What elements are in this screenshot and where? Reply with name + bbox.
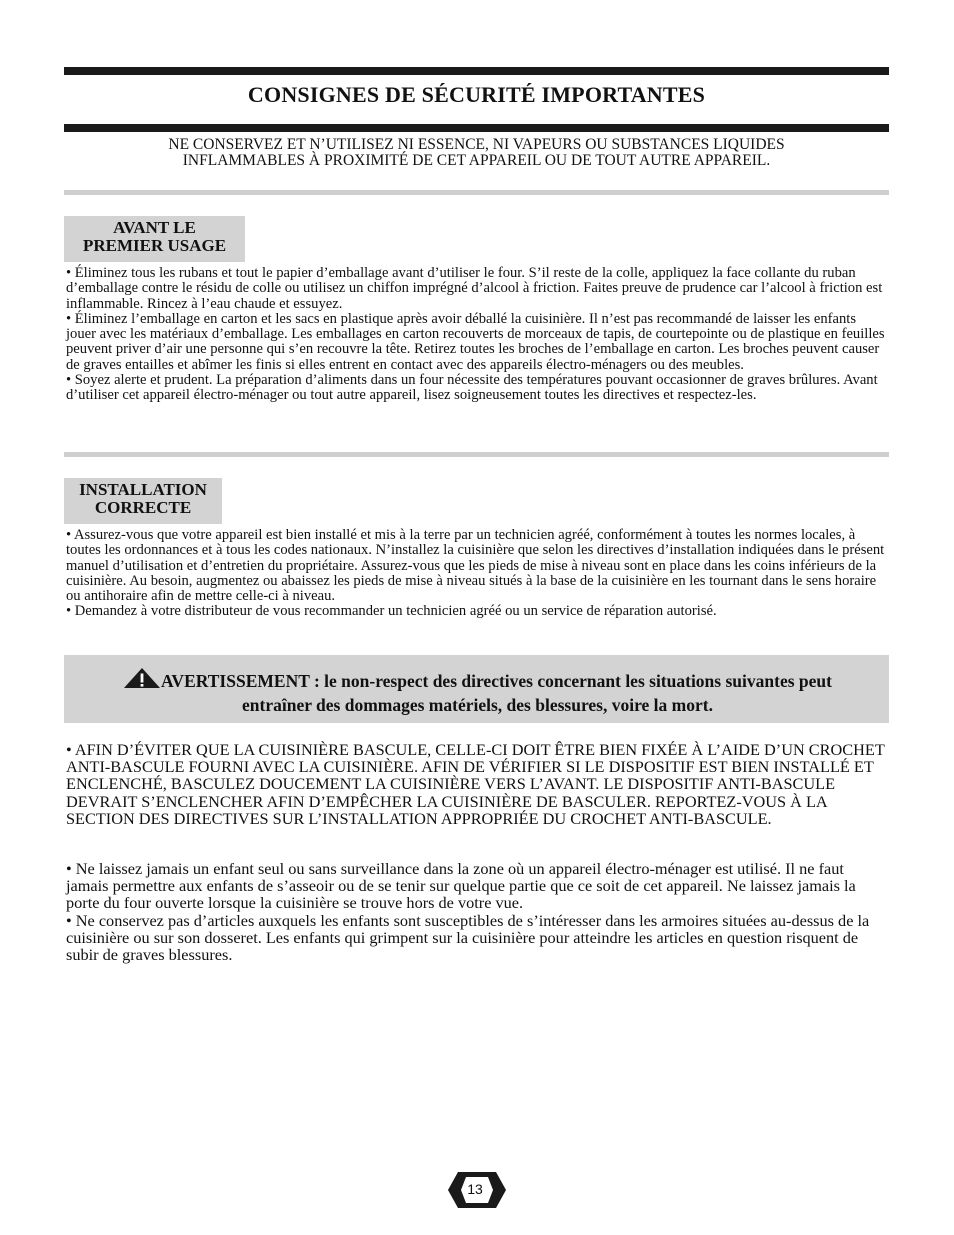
- section-label-line1: AVANT LE: [113, 218, 196, 237]
- warning-line1: AVERTISSEMENT : le non-respect des directives concernant les situations suivantes peut: [161, 671, 832, 691]
- section-label-installation-correcte: [64, 478, 222, 524]
- flammable-notice-line2: INFLAMMABLES À PROXIMITÉ DE CET APPAREIL OU DE TOUT AUTRE APPAREIL.: [182, 152, 771, 169]
- flammable-notice: [64, 137, 889, 169]
- warning-line2: entraîner des dommages matériels, des blessures, voire la mort.: [242, 695, 713, 715]
- section-body-installation-correcte: [66, 528, 888, 620]
- section-label-avant-premier-usage: [64, 216, 245, 262]
- child-safety-text: [66, 860, 888, 963]
- warning-banner: [64, 655, 889, 723]
- section-divider-1: [64, 190, 889, 195]
- warning-line1-wrap: [74, 667, 881, 693]
- page-title: CONSIGNES DE SÉCURITÉ IMPORTANTES: [247, 82, 706, 107]
- title-underline-rule: [64, 124, 889, 132]
- anti-tip-warning: [66, 741, 888, 827]
- body-paragraph: • Éliminez l’emballage en carton et les sacs en plastique après avoir déballé la cuisinière. Il n’est pas recommandé de laisser les enfants jouer avec les matériaux d’emballage. Les emballages en carton recouverts de morceaux de tapis, de courtepointe ou de plastique en feuilles peuvent priver d’air une personne qui s’en recouvre la tête. Retirez toutes les broches de l’emballage en carton. Les broches peuvent causer de graves entailles et abîmer les finis si elles entrent en contact avec des appareils électro-ménagers ou des meubles.: [66, 310, 885, 373]
- warning-triangle-icon: [123, 667, 161, 689]
- section-label-line1: INSTALLATION: [79, 480, 207, 499]
- body-paragraph: • Soyez alerte et prudent. La préparation d’aliments dans un four nécessite des températures pouvant occasionner de graves brûlures. Avant d’utiliser cet appareil électro-ménager ou tout autre appareil, lisez soigneusement toutes les directives et respectez-les.: [66, 372, 878, 404]
- body-paragraph: • Éliminez tous les rubans et tout le papier d’emballage avant d’utiliser le four. S’il reste de la colle, appliquez la face collante du ruban d’emballage contre le résidu de colle ou utilisez un chiffon imprégné d’alcool à friction. Faites preuve de prudence car l’alcool à friction est inflammable. Rincez à l’eau chaude et essuyez.: [66, 265, 883, 312]
- body-paragraph: • Ne conservez pas d’articles auxquels les enfants sont susceptibles de s’intéresser dans les armoires situées au-dessus de la cuisinière ou sur son dosseret. Les enfants qui grimpent sur la cuisinière pour atteindre les articles en question risquent de subir de graves blessures.: [66, 910, 870, 965]
- section-label-line2: CORRECTE: [94, 498, 192, 517]
- body-paragraph: • Assurez-vous que votre appareil est bien installé et mis à la terre par un technicien agréé, conformément à toutes les normes locales, à toutes les ordonnances et à tous les codes nationaux. N’installez la cuisinière que selon les directives d’installation indiquées dans le présent manuel d’utilisation et d’entretien du propriétaire. Assurez-vous que les pieds de mise à niveau sont en place dans les coins inférieurs de la cuisinière. Au besoin, augmentez ou abaissez les pieds de mise à niveau situés à la base de la cuisinière en les tournant dans le sens horaire ou antihoraire afin de mettre celle-ci à niveau.: [66, 527, 885, 605]
- page-number: 13: [467, 1181, 483, 1197]
- body-paragraph: • Ne laissez jamais un enfant seul ou sans surveillance dans la zone où un appareil électro-ménager est utilisé. Il ne faut jamais permettre aux enfants de s’asseoir ou de se tenir sur quelque partie que ce soit de cet appareil. Ne laissez jamais la porte du four ouverte lorsque la cuisinière se trouve hors de votre vue.: [66, 859, 856, 913]
- anti-tip-paragraph: • AFIN D’ÉVITER QUE LA CUISINIÈRE BASCULE, CELLE-CI DOIT ÊTRE BIEN FIXÉE À L’AIDE D’UN CROCHET ANTI-BASCULE FOURNI AVEC LA CUISINIÈRE. AFIN DE VÉRIFIER SI LE DISPOSITIF EST BIEN INSTALLÉ ET ENCLENCHÉ, BASCULEZ DOUCEMENT LA CUISINIÈRE VERS L’AVANT. LE DISPOSITIF ANTI-BASCULE DEVRAIT S’ENCLENCHER AFIN D’EMPÊCHER LA CUISINIÈRE DE BASCULER. REPORTEZ-VOUS À LA SECTION DES DIRECTIVES SUR L’INSTALLATION APPROPRIÉE DU CROCHET ANTI-BASCULE.: [66, 740, 885, 828]
- flammable-notice-line1: NE CONSERVEZ ET N’UTILISEZ NI ESSENCE, NI VAPEURS OU SUBSTANCES LIQUIDES: [168, 136, 785, 153]
- section-label-line2: PREMIER USAGE: [82, 236, 227, 255]
- section-body-avant-premier-usage: [66, 266, 888, 404]
- top-rule: [64, 67, 889, 75]
- section-divider-2: [64, 452, 889, 457]
- body-paragraph: • Demandez à votre distributeur de vous recommander un technicien agréé ou un service de réparation autorisé.: [66, 603, 717, 620]
